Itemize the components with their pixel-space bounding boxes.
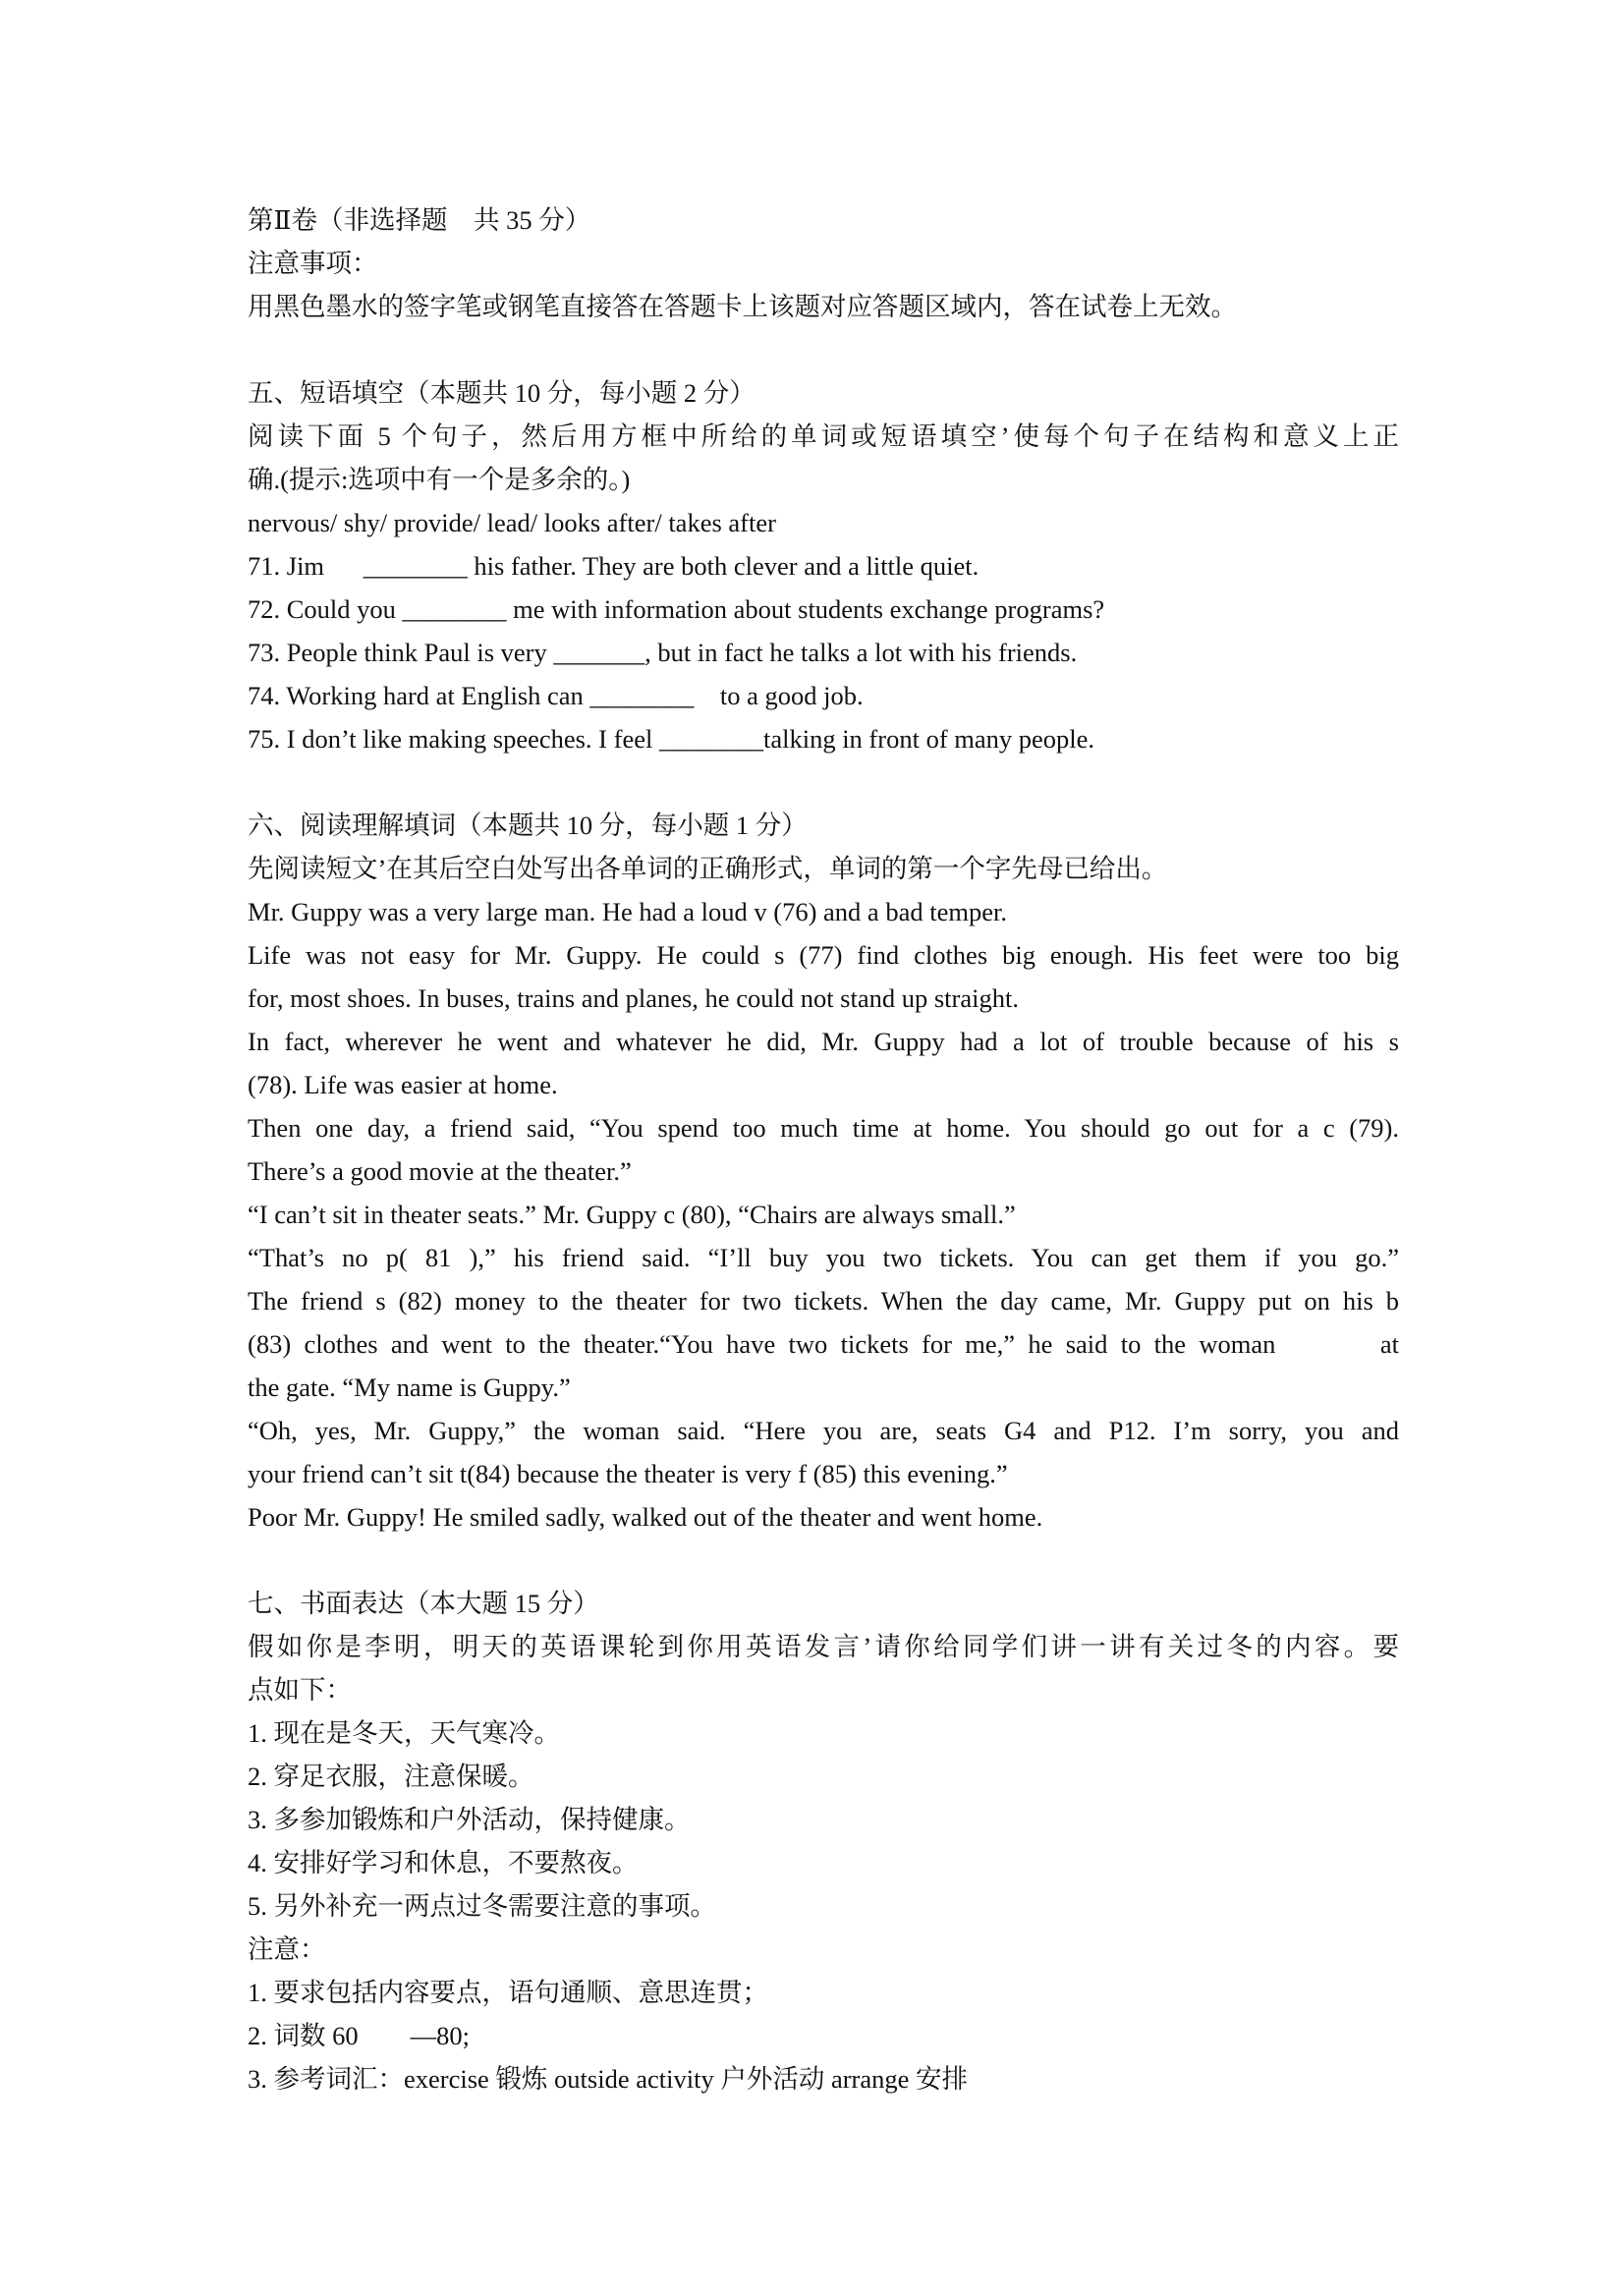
section-5-instructions-cont: 确.(提示:选项中有一个是多余的。)	[248, 465, 631, 494]
section-7-instructions: 假如你是李明，明天的英语课轮到你用英语发言’请你给同学们讲一讲有关过冬的内容。要	[248, 1632, 1399, 1661]
section-7-title: 七、书面表达（本大题 15 分）	[248, 1589, 599, 1618]
question-71: 71. Jim ________ his father. They are both clever and a little quiet.	[248, 551, 979, 581]
word-options: nervous/ shy/ provide/ lead/ looks after/ takes after	[248, 508, 776, 537]
passage-line: Mr. Guppy was a very large man. He had a loud v (76) and a bad temper.	[248, 897, 1007, 926]
writing-point: 2. 穿足衣服，注意保暖。	[248, 1762, 534, 1791]
passage-line: The friend s (82) money to the theater for two tickets. When the day came, Mr. Guppy put on his b	[248, 1286, 1399, 1316]
part2-title: 第Ⅱ卷（非选择题 共 35 分）	[248, 205, 591, 235]
section-6-title: 六、阅读理解填词（本题共 10 分，每小题 1 分）	[248, 811, 808, 840]
question-75: 75. I don’t like making speeches. I feel ________talking in front of many people.	[248, 724, 1095, 754]
question-72: 72. Could you ________ me with information about students exchange programs?	[248, 594, 1105, 624]
passage-line: Then one day, a friend said, “You spend too much time at home. You should go out for a c (79).	[248, 1113, 1399, 1143]
spacer	[248, 328, 1399, 371]
passage-line: “I can’t sit in theater seats.” Mr. Guppy c (80), “Chairs are always small.”	[248, 1200, 1016, 1229]
notice-text: 用黑色墨水的签字笔或钢笔直接答在答题卡上该题对应答题区域内，答在试卷上无效。	[248, 292, 1237, 321]
writing-point: 1. 现在是冬天，天气寒冷。	[248, 1718, 560, 1748]
spacer	[248, 760, 1399, 804]
passage-line: Life was not easy for Mr. Guppy. He could s (77) find clothes big enough. His feet were too big	[248, 940, 1399, 970]
section-6-instructions: 先阅读短文’在其后空白处写出各单词的正确形式，单词的第一个字先母已给出。	[248, 854, 1168, 883]
section-5-instructions: 阅读下面 5 个句子，然后用方框中所给的单词或短语填空’使每个句子在结构和意义上正	[248, 421, 1399, 451]
spacer	[248, 1539, 1399, 1582]
passage-line: the gate. “My name is Guppy.”	[248, 1372, 571, 1402]
passage-line: for, most shoes. In buses, trains and planes, he could not stand up straight.	[248, 983, 1019, 1013]
passage-line: In fact, wherever he went and whatever he did, Mr. Guppy had a lot of trouble because of his s	[248, 1027, 1399, 1056]
passage-line: your friend can’t sit t(84) because the theater is very f (85) this evening.”	[248, 1459, 1008, 1488]
question-73: 73. People think Paul is very _______, but in fact he talks a lot with his friends.	[248, 638, 1078, 667]
passage-line: There’s a good movie at the theater.”	[248, 1156, 632, 1186]
passage-line: Poor Mr. Guppy! He smiled sadly, walked out of the theater and went home.	[248, 1502, 1043, 1532]
notice-label: 注意事项：	[248, 249, 378, 278]
passage-line: “That’s no p( 81 ),” his friend said. “I’ll buy you two tickets. You can get them if you go.”	[248, 1243, 1399, 1272]
question-74: 74. Working hard at English can ________ to a good job.	[248, 681, 864, 710]
writing-point: 4. 安排好学习和休息，不要熬夜。	[248, 1848, 639, 1877]
note-item: 2. 词数 60 —80;	[248, 2021, 470, 2050]
exam-page	[248, 198, 1399, 2100]
note-item: 3. 参考词汇：exercise 锻炼 outside activity 户外活动 arrange 安排	[248, 2064, 969, 2094]
note-item: 1. 要求包括内容要点，语句通顺、意思连贯；	[248, 1978, 768, 2007]
writing-point: 5. 另外补充一两点过冬需要注意的事项。	[248, 1891, 716, 1921]
passage-line: “Oh, yes, Mr. Guppy,” the woman said. “Here you are, seats G4 and P12. I’m sorry, you and	[248, 1416, 1399, 1445]
passage-line: (78). Life was easier at home.	[248, 1070, 558, 1099]
section-7-instructions-cont: 点如下：	[248, 1675, 352, 1705]
writing-point: 3. 多参加锻炼和户外活动，保持健康。	[248, 1805, 691, 1834]
note-label: 注意：	[248, 1934, 326, 1964]
section-5-title: 五、短语填空（本题共 10 分，每小题 2 分）	[248, 378, 756, 408]
passage-line: (83) clothes and went to the theater.“You have two tickets for me,” he said to the woman at	[248, 1329, 1399, 1359]
